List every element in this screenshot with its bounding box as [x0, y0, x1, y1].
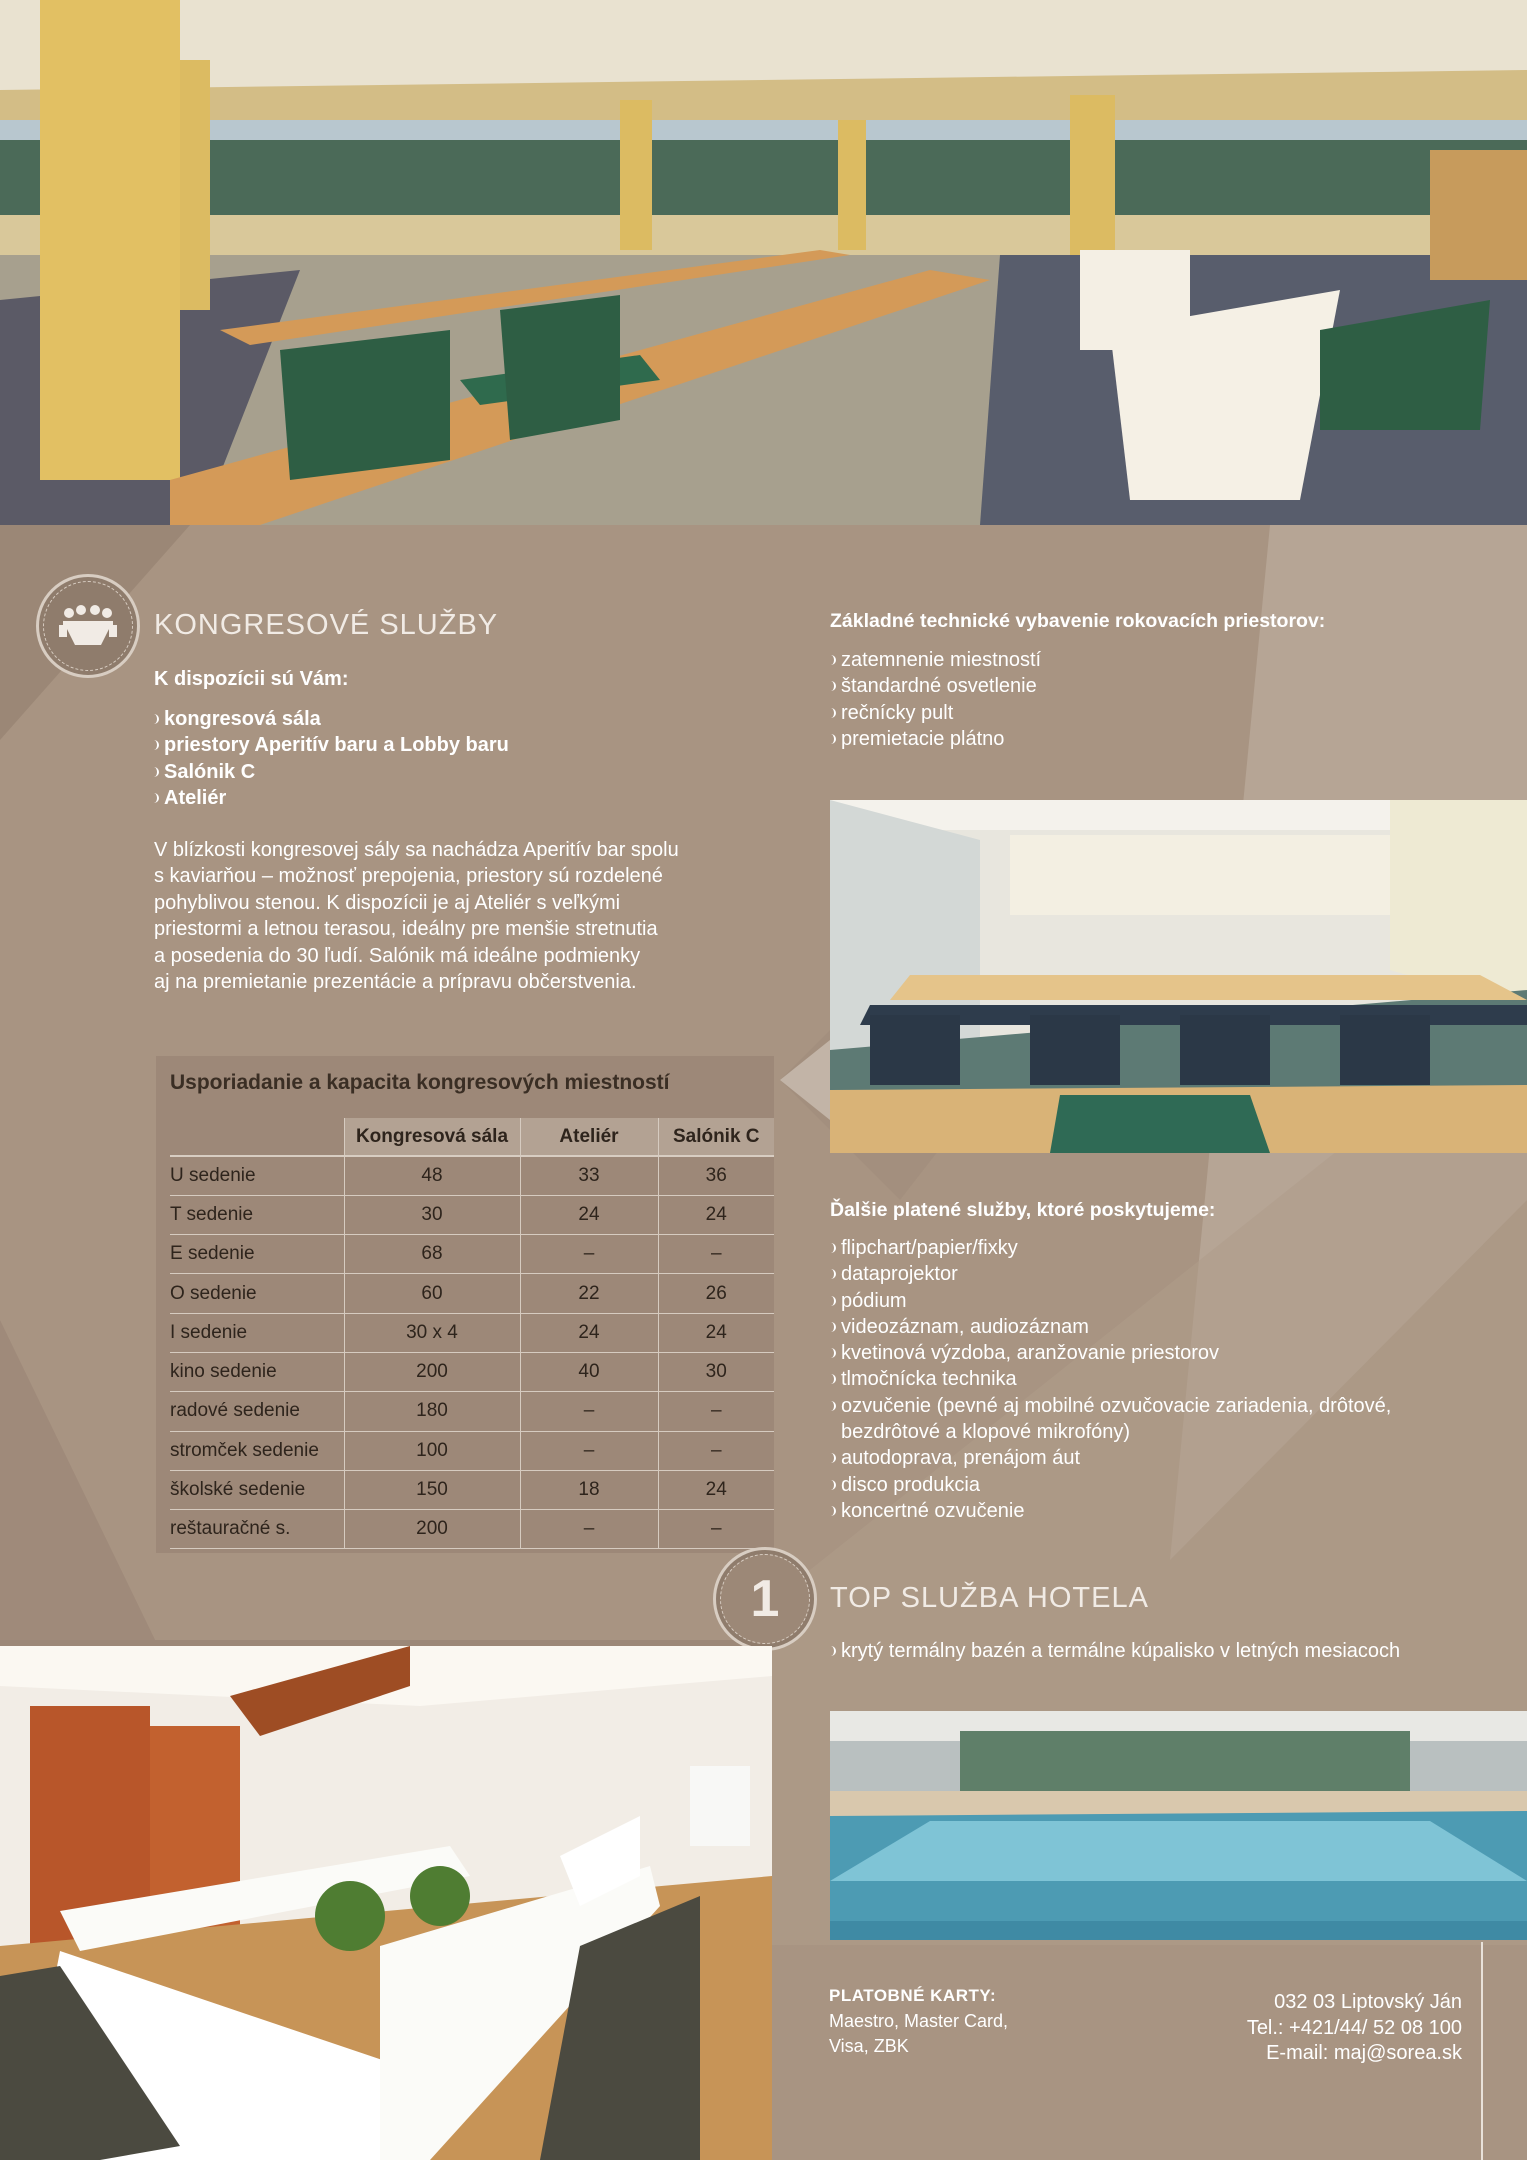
- list-item: flipchart/papier/fixky: [830, 1235, 1460, 1261]
- table-cell: 30: [344, 1195, 520, 1234]
- table-cell: –: [520, 1510, 658, 1549]
- available-label: K dispozícii sú Vám:: [154, 668, 349, 690]
- table-header: Kongresová sála: [344, 1118, 520, 1156]
- table-cell: 24: [658, 1195, 774, 1234]
- row-label: E sedenie: [170, 1235, 344, 1274]
- capacity-table-box: [156, 1056, 774, 1553]
- row-label: O sedenie: [170, 1274, 344, 1313]
- row-label: stromček sedenie: [170, 1431, 344, 1470]
- description-line: aj na premietanie prezentácie a prípravu občerstvenia.: [154, 971, 637, 994]
- table-cell: 40: [520, 1352, 658, 1391]
- list-item: dataprojektor: [830, 1261, 1460, 1287]
- table-row: [170, 1195, 774, 1234]
- description-line: priestormi a letnou terasou, ideálny pre menšie stretnutia: [154, 918, 658, 941]
- list-item: Salónik C: [153, 759, 509, 785]
- list-item: premietacie plátno: [830, 726, 1041, 752]
- cards-line1: Maestro, Master Card,: [829, 2011, 1009, 2031]
- cards-line2: Visa, ZBK: [829, 2036, 909, 2056]
- number-one-icon: [713, 1547, 817, 1651]
- table-cell: 24: [658, 1470, 774, 1509]
- table-cell: 30: [658, 1352, 774, 1391]
- list-item: disco produkcia: [830, 1472, 1460, 1498]
- table-row: [170, 1156, 774, 1195]
- table-cell: 48: [344, 1156, 520, 1195]
- list-item: štandardné osvetlenie: [830, 673, 1041, 699]
- row-label: školské sedenie: [170, 1470, 344, 1509]
- technical-list: [830, 647, 1041, 752]
- table-cell: 22: [520, 1274, 658, 1313]
- congress-hall-photo: [0, 0, 1527, 525]
- badge-number: 1: [750, 1570, 780, 1628]
- list-item: ozvučenie (pevné aj mobilné ozvučovacie zariadenia, drôtové, bezdrôtové a klopové mikrofóny): [830, 1393, 1460, 1446]
- phone: Tel.: +421/44/ 52 08 100: [1246, 2016, 1462, 2039]
- description-line: pohyblivou stenou. K dispozícii je aj Ateliér s veľkými: [154, 891, 621, 914]
- table-row: [170, 1510, 774, 1549]
- paid-services-list: [830, 1235, 1460, 1524]
- table-cell: –: [658, 1235, 774, 1274]
- table-cell: –: [520, 1431, 658, 1470]
- paid-services-title: Ďalšie platené služby, ktoré poskytujeme:: [830, 1199, 1216, 1221]
- table-cell: 36: [658, 1156, 774, 1195]
- cards-label: PLATOBNÉ KARTY:: [829, 1986, 997, 2005]
- table-row: [170, 1431, 774, 1470]
- capacity-table: [170, 1118, 774, 1549]
- congress-description: [154, 837, 714, 995]
- list-item: rečnícky pult: [830, 700, 1041, 726]
- table-cell: 60: [344, 1274, 520, 1313]
- table-cell: 180: [344, 1392, 520, 1431]
- table-cell: 200: [344, 1352, 520, 1391]
- spaces-list: [153, 706, 509, 811]
- pool-photo: [830, 1711, 1527, 1940]
- list-item: krytý termálny bazén a termálne kúpalisko v letných mesiacoch: [830, 1638, 1400, 1664]
- table-cell: 18: [520, 1470, 658, 1509]
- table-row: [170, 1352, 774, 1391]
- table-row: [170, 1392, 774, 1431]
- table-cell: 24: [520, 1313, 658, 1352]
- table-header-blank: [170, 1118, 344, 1156]
- table-cell: 24: [658, 1313, 774, 1352]
- description-line: V blízkosti kongresovej sály sa nachádza Aperitív bar spolu: [154, 839, 679, 861]
- address: 032 03 Liptovský Ján: [1274, 1991, 1462, 2013]
- row-label: radové sedenie: [170, 1392, 344, 1431]
- row-label: U sedenie: [170, 1156, 344, 1195]
- table-header: Salónik C: [658, 1118, 774, 1156]
- list-item: videozáznam, audiozáznam: [830, 1314, 1460, 1340]
- list-item: autodoprava, prenájom áut: [830, 1445, 1460, 1471]
- table-row: [170, 1274, 774, 1313]
- table-cell: 100: [344, 1431, 520, 1470]
- list-item: koncertné ozvučenie: [830, 1498, 1460, 1524]
- conference-icon: [36, 574, 140, 678]
- top-service-list: [830, 1638, 1400, 1664]
- table-cell: –: [658, 1431, 774, 1470]
- technical-title: Základné technické vybavenie rokovacích priestorov:: [830, 610, 1326, 632]
- table-row: [170, 1235, 774, 1274]
- table-cell: 68: [344, 1235, 520, 1274]
- congress-title: KONGRESOVÉ SLUŽBY: [154, 609, 499, 641]
- table-cell: 24: [520, 1195, 658, 1234]
- table-cell: 150: [344, 1470, 520, 1509]
- footer-divider: [1481, 1942, 1483, 2160]
- list-item: priestory Aperitív baru a Lobby baru: [153, 732, 509, 758]
- seminar-room-photo: [0, 1646, 772, 2160]
- row-label: kino sedenie: [170, 1352, 344, 1391]
- table-row: [170, 1313, 774, 1352]
- table-cell: 33: [520, 1156, 658, 1195]
- list-item: zatemnenie miestností: [830, 647, 1041, 673]
- table-cell: 30 x 4: [344, 1313, 520, 1352]
- table-cell: –: [658, 1392, 774, 1431]
- table-header: Ateliér: [520, 1118, 658, 1156]
- row-label: reštauračné s.: [170, 1510, 344, 1549]
- list-item: kongresová sála: [153, 706, 509, 732]
- table-cell: –: [520, 1392, 658, 1431]
- capacity-table-title: Usporiadanie a kapacita kongresových miestností: [170, 1071, 670, 1094]
- row-label: T sedenie: [170, 1195, 344, 1234]
- top-service-title: TOP SLUŽBA HOTELA: [830, 1582, 1149, 1614]
- table-header-row: [170, 1118, 774, 1156]
- row-label: I sedenie: [170, 1313, 344, 1352]
- table-cell: 26: [658, 1274, 774, 1313]
- list-item: Ateliér: [153, 785, 509, 811]
- table-cell: –: [520, 1235, 658, 1274]
- contact-block: [1247, 1990, 1462, 2067]
- list-item: kvetinová výzdoba, aranžovanie priestorov: [830, 1340, 1460, 1366]
- list-item: tlmočnícka technika: [830, 1366, 1460, 1392]
- table-cell: –: [658, 1510, 774, 1549]
- list-item: pódium: [830, 1288, 1460, 1314]
- table-row: [170, 1470, 774, 1509]
- table-cell: 200: [344, 1510, 520, 1549]
- description-line: a posedenia do 30 ľudí. Salónik má ideálne podmienky: [154, 944, 641, 967]
- description-line: s kaviarňou – možnosť prepojenia, priestory sú rozdelené: [154, 865, 663, 888]
- email[interactable]: E-mail: maj@sorea.sk: [1266, 2042, 1462, 2064]
- meeting-room-photo: [830, 800, 1527, 1153]
